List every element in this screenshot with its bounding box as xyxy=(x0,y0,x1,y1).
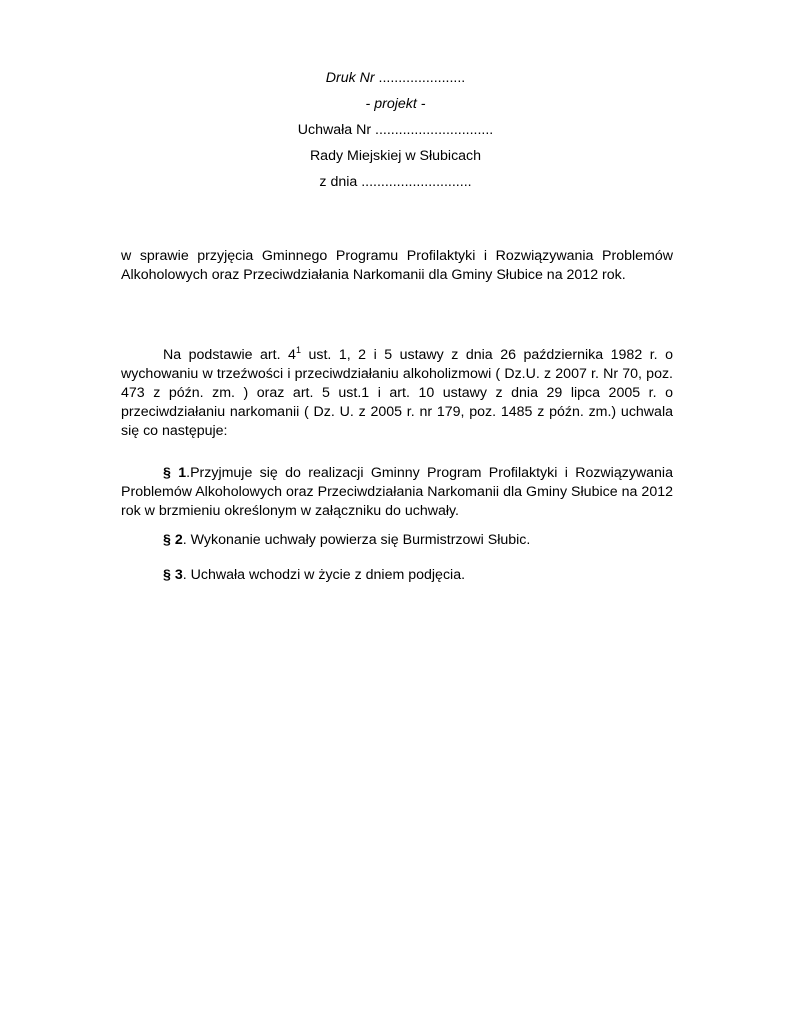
section-1-body: .Przyjmuje się do realizacji Gminny Program Profilaktyki i Rozwiązywania Problemów Alkoholowych oraz Przeciwdziałania Narkomanii dla Gminy Słubice na 2012 rok w brzmieniu określonym w załączniku do uchwały. xyxy=(121,465,673,519)
legal-basis xyxy=(121,346,673,441)
print-number xyxy=(0,69,791,95)
section-1 xyxy=(121,464,673,521)
document-header xyxy=(0,69,791,199)
section-1-label: § 1 xyxy=(163,465,187,481)
legal-basis-start: Na podstawie art. 4 xyxy=(163,347,296,363)
subject-text: w sprawie przyjęcia Gminnego Programu Profilaktyki i Rozwiązywania Problemów Alkoholowych oraz Przeciwdziałania Narkomanii dla Gminy Słubice na 2012 rok. xyxy=(121,248,673,283)
section-2 xyxy=(121,531,673,550)
council-name: Rady Miejskiej w Słubicach xyxy=(309,148,482,164)
legal-basis-text xyxy=(121,346,673,441)
resolution-number: Uchwała Nr .............................. xyxy=(297,122,494,138)
resolution-subject xyxy=(121,247,673,285)
section-3-body: . Uchwała wchodzi w życie z dniem podjęcia. xyxy=(182,567,466,583)
legal-basis-rest: ust. 1, 2 i 5 ustawy z dnia 26 października 1982 r. o wychowaniu w trzeźwości i przeciwdziałaniu alkoholizmowi ( Dz.U. z 2007 r. Nr 70, poz. 473 z późn. zm. ) oraz art. 5 ust.1 i art. 10 ustawy z dnia 29 lipca 2005 r. o przeciwdziałaniu narkomanii ( Dz. U. z 2005 r. nr 179, poz. 1485 z późn. zm.) uchwala się co następuje: xyxy=(121,347,673,439)
article-superscript: 1 xyxy=(295,345,301,355)
draft-label: - projekt - xyxy=(365,96,426,112)
section-3 xyxy=(121,566,673,585)
resolution-date: z dnia ............................ xyxy=(319,174,472,190)
section-3-label: § 3 xyxy=(163,567,183,583)
print-number-dots: ...................... xyxy=(374,70,466,86)
section-2-label: § 2 xyxy=(163,532,183,548)
section-2-body: . Wykonanie uchwały powierza się Burmistrzowi Słubic. xyxy=(182,532,531,548)
section-2-text xyxy=(121,531,673,550)
print-number-label: Druk Nr xyxy=(325,70,375,86)
section-1-text xyxy=(121,464,673,521)
section-3-text xyxy=(121,566,673,585)
